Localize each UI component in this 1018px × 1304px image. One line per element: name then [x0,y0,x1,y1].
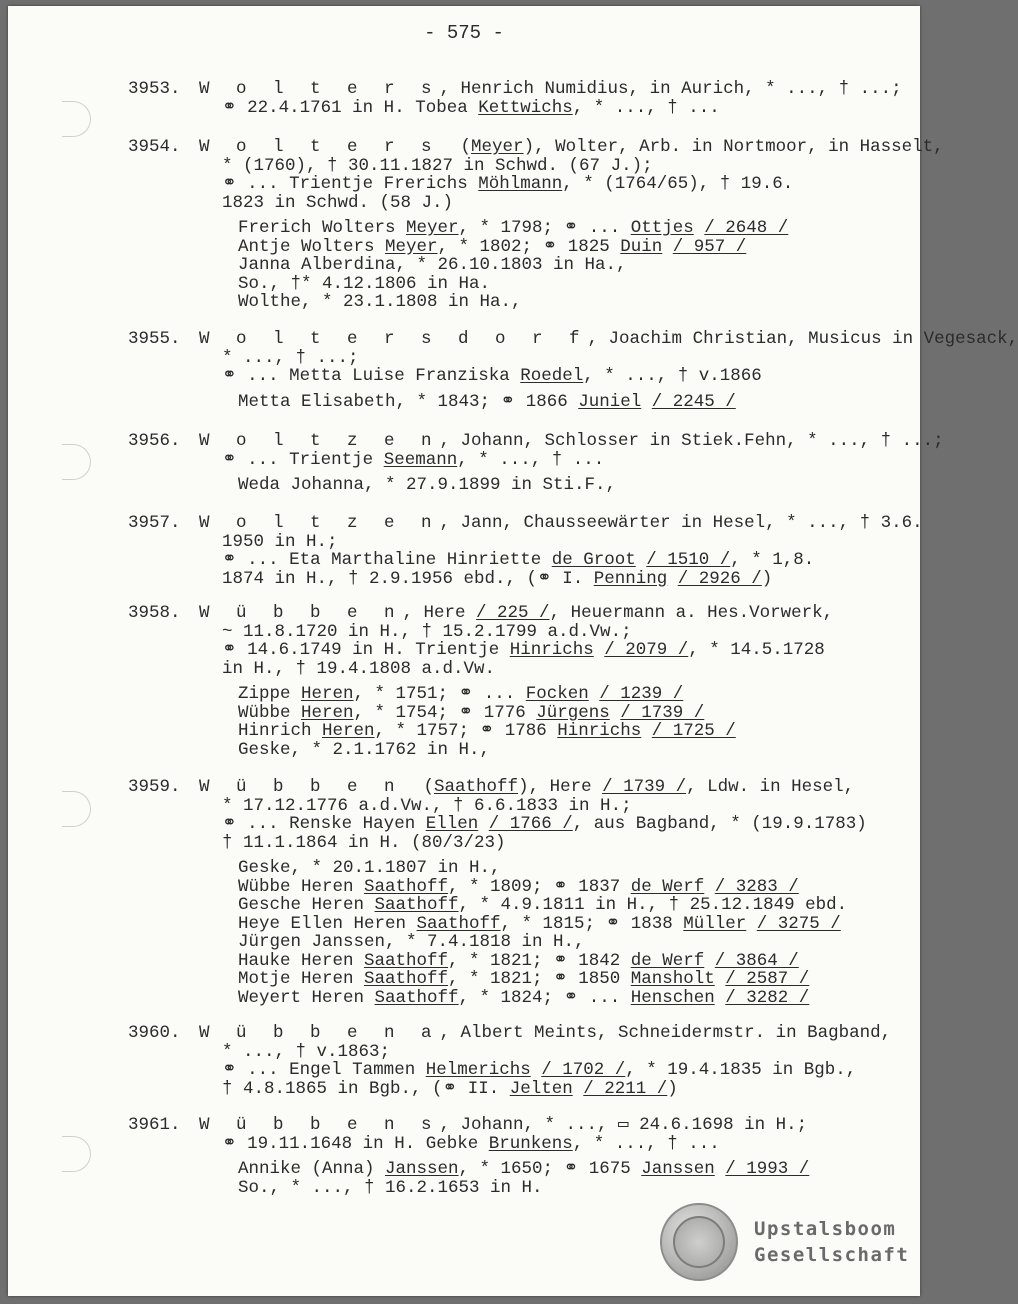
underlined-reference: / 1510 / [646,550,731,570]
entry-3959 [128,778,908,1007]
entry-3953 [128,80,908,117]
text-run [715,969,726,989]
entry-line [128,570,908,589]
entry-surname: W o l t z e n [199,431,440,451]
entry-line [128,623,908,642]
entry-line [128,778,908,797]
text-run: ⚭ ... Engel Tammen [222,1060,426,1080]
text-run: , Joachim Christian, Musicus in Vegesack, [587,329,1018,349]
children-list [238,476,908,495]
child-line [238,952,908,971]
text-run: , * (1764/65), † 19.6. [562,174,794,194]
text-run: , * 1824; ⚭ ... [458,987,631,1008]
underlined-reference: / 2211 / [583,1078,668,1099]
text-run [641,721,652,741]
underlined-reference: Möhlmann [478,174,563,194]
underlined-reference: Heren [301,702,354,723]
entry-line [128,99,908,118]
entry-number: 3955. [128,329,181,349]
entry-surname: W ü b b e n [199,603,403,623]
text-run: Metta Elisabeth, * 1843; ⚭ 1866 [238,391,579,412]
underlined-reference: Helmerichs [425,1060,531,1080]
text-run: , * 1821; ⚭ 1842 [448,950,631,971]
child-line [238,256,908,275]
text-run: ⚭ ... Renske Hayen [222,814,426,834]
text-run: , * 1650; ⚭ 1675 [458,1159,642,1179]
underlined-reference: Ellen [425,814,479,834]
entry-surname: W o l t e r s [199,79,440,99]
entry-number: 3960. [128,1023,181,1043]
underlined-reference: Juniel [578,391,642,412]
logo-text [754,1216,909,1268]
underlined-reference: Saathoff [416,913,501,934]
underlined-reference: / 3864 / [714,950,799,971]
entry-number: 3958. [128,603,181,623]
text-run [704,951,715,971]
underlined-reference: / 1702 / [541,1060,626,1080]
text-run: Motje Heren [238,969,365,989]
text-run: , Here [402,603,477,623]
text-run: Heye Ellen Heren [238,913,417,934]
entry-line [128,194,908,213]
text-run: , * 4.9.1811 in H., † 25.12.1849 ebd. [458,895,848,915]
underlined-reference: Saathoff [364,876,449,897]
entry-line [128,137,944,157]
punch-hole [62,1136,91,1172]
underlined-reference: / 1993 / [725,1159,810,1179]
entry-line [128,329,1018,349]
text-run: * ..., † ...; [222,347,359,368]
underlined-reference: Meyer [385,236,438,257]
punch-hole [62,101,91,137]
text-run [662,237,673,257]
entry-line [128,641,908,660]
underlined-reference: Jelten [509,1078,573,1099]
text-run: ) [761,568,773,589]
entry-line [128,1024,908,1043]
seal-emblem-icon [660,1203,738,1281]
entry-surname: W o l t e r s d o r f [199,329,588,349]
underlined-reference: / 2245 / [651,391,736,412]
logo-line-1: Upstalsboom [754,1218,897,1240]
entry-line [128,815,908,834]
children-list [238,1160,908,1197]
underlined-reference: Ottjes [630,218,694,238]
text-run [667,569,678,589]
underlined-reference: / 957 / [672,236,747,257]
text-run: † 11.1.1864 in H. (80/3/23) [222,832,506,853]
text-run: Hauke Heren [238,950,365,971]
text-run: , Heuermann a. Hes.Vorwerk, [549,603,834,623]
text-run: ⚭ 19.11.1648 in H. Gebke [222,1133,489,1154]
child-line [238,219,908,238]
text-run [694,218,705,238]
underlined-reference: Duin [620,236,663,257]
underlined-reference: Saathoff [364,950,449,971]
underlined-reference: / 3283 / [714,876,799,897]
underlined-reference: / 1725 / [651,721,736,741]
entry-3960 [128,1024,908,1098]
underlined-reference: Jürgens [536,702,610,723]
entry-line [128,367,908,386]
text-run: ), Wolter, Arb. in Nortmoor, in Hasselt, [523,137,944,157]
page-number: - 575 - [424,22,504,44]
text-run: Jürgen Janssen, * 7.4.1818 in H., [238,932,585,952]
text-run: Weda Johanna, * 27.9.1899 in Sti.F., [238,475,617,495]
text-run: Geske, * 20.1.1807 in H., [238,858,501,878]
text-run: ), Here [518,777,603,797]
child-line [238,741,908,760]
child-line [238,685,908,704]
text-run: , * 1751; ⚭ ... [353,684,526,704]
text-run [746,914,757,934]
text-run: Janna Alberdina, * 26.10.1803 in Ha., [238,255,627,275]
child-line [238,859,908,878]
text-run: * (1760), † 30.11.1827 in Schwd. (67 J.); [222,155,653,176]
text-run: , aus Bagband, * (19.9.1783) [572,814,867,834]
underlined-reference: / 1766 / [488,814,573,834]
text-run: , * 1798; ⚭ ... [458,218,631,238]
text-run: , * 1815; ⚭ 1838 [500,913,684,934]
text-run: ⚭ 14.6.1749 in H. Trientje [222,640,510,660]
text-run [531,1060,542,1080]
text-run: , * ..., † ... [572,1133,720,1154]
entry-line [128,551,908,570]
children-list [238,859,908,1007]
text-run: , * 1802; ⚭ 1825 [437,236,621,257]
underlined-reference: / 2079 / [604,640,689,660]
text-run: ⚭ ... Trientje [222,449,384,470]
child-line [238,989,908,1008]
child-line [238,393,908,412]
entry-line [128,834,908,853]
child-line [238,915,908,934]
underlined-reference: Saathoff [364,969,449,989]
text-run: , * 1754; ⚭ 1776 [353,702,537,723]
text-run: , * ..., † ... [572,97,720,118]
entry-3954 [128,137,944,312]
entry-line [128,513,923,533]
underlined-reference: Brunkens [488,1133,573,1154]
entry-line [128,533,908,552]
text-run: * ..., † v.1863; [222,1041,391,1062]
text-run: in H., † 19.4.1808 a.d.Vw. [222,658,496,679]
text-run: ⚭ 22.4.1761 in H. Tobea [222,97,479,118]
entry-line [128,157,908,176]
underlined-reference: de Werf [630,876,705,897]
text-run [573,1079,584,1099]
child-line [238,704,908,723]
text-run: , Henrich Numidius, in Aurich, * ..., † ...; [439,79,902,99]
entry-3957 [128,513,923,589]
text-run: ~ 11.8.1720 in H., † 15.2.1799 a.d.Vw.; [222,621,632,642]
entry-line [128,1061,908,1080]
entry-number: 3961. [128,1115,181,1135]
underlined-reference: Saathoff [434,777,519,797]
entry-line [128,1043,908,1062]
text-run: ( [439,137,472,157]
text-run: 1874 in H., † 2.9.1956 ebd., (⚭ I. [222,568,594,589]
text-run [594,640,605,660]
underlined-reference: Henschen [630,987,715,1008]
child-line [238,293,908,312]
text-run: Frerich Wolters [238,218,407,238]
text-run: , * 14.5.1728 [688,640,825,660]
entry-line [128,1135,908,1154]
society-logo [660,1203,909,1281]
text-run: , * ..., † ... [457,449,605,470]
underlined-reference: Focken [525,684,589,704]
text-run: , Johann, Schlosser in Stiek.Fehn, * ..., † ...; [439,431,944,451]
text-run: ⚭ ... Trientje Frerichs [222,174,479,194]
entry-surname: W o l t e r s [199,137,440,157]
text-run: So., †* 4.12.1806 in Ha. [238,273,491,294]
text-run: Antje Wolters [238,236,386,257]
text-run: , Johann, * ..., ▭ 24.6.1698 in H.; [439,1115,808,1135]
underlined-reference: / 2587 / [725,969,810,989]
entry-line [128,1116,908,1135]
underlined-reference: / 2926 / [677,568,762,589]
child-line [238,722,908,741]
child-line [238,238,908,257]
text-run [641,392,652,412]
entry-3961 [128,1116,908,1197]
entry-surname: W ü b b e n a [199,1023,440,1043]
underlined-reference: / 1739 / [620,702,705,723]
underlined-reference: Müller [683,913,747,934]
underlined-reference: / 1739 / [602,777,687,797]
text-run [704,877,715,897]
text-run: 1950 in H.; [222,531,338,552]
text-run: Hinrich [238,721,323,741]
text-run: † 4.8.1865 in Bgb., (⚭ II. [222,1078,510,1099]
underlined-reference: Meyer [471,137,524,157]
children-list [238,219,908,312]
text-run: 1823 in Schwd. (58 J.) [222,192,454,213]
entry-line [128,451,908,470]
text-run: Wübbe Heren [238,876,365,897]
text-run: , * 1809; ⚭ 1837 [448,876,631,897]
underlined-reference: Roedel [520,366,584,386]
text-run [715,1159,726,1179]
text-run: Gesche Heren [238,895,375,915]
text-run: , Albert Meints, Schneidermstr. in Bagband, [439,1023,892,1043]
underlined-reference: de Groot [551,550,636,570]
text-run: , * 1,8. [730,550,815,570]
entry-surname: W ü b b e n [199,777,403,797]
underlined-reference: Hinrichs [509,640,594,660]
punch-hole [62,791,91,827]
entry-line [128,604,908,623]
text-run: , * ..., † v.1866 [583,366,762,386]
text-run: ⚭ ... Eta Marthaline Hinriette [222,550,552,570]
text-run: Geske, * 2.1.1762 in H., [238,739,491,760]
entry-line [128,175,908,194]
entry-surname: W ü b b e n s [199,1115,440,1135]
underlined-reference: Kettwichs [478,97,573,118]
entry-3956 [128,431,944,495]
text-run: , * 19.4.1835 in Bgb., [625,1060,857,1080]
underlined-reference: Seemann [383,449,458,470]
entry-line [128,349,908,368]
child-line [238,896,908,915]
entry-line [128,797,908,816]
punch-hole [62,444,91,480]
entry-number: 3959. [128,777,181,797]
text-run: ( [402,777,435,797]
text-run: ) [667,1078,678,1099]
underlined-reference: Janssen [641,1159,715,1179]
underlined-reference: Hinrichs [557,721,642,741]
underlined-reference: / 3282 / [725,987,810,1008]
entry-number: 3956. [128,431,181,451]
entry-number: 3953. [128,79,181,99]
entry-number: 3957. [128,513,181,533]
text-run: Weyert Heren [238,987,375,1008]
text-run [478,814,489,834]
document-page [8,6,1018,1296]
child-line [238,933,908,952]
underlined-reference: Penning [593,568,668,589]
entry-3955 [128,329,1018,412]
child-line [238,1179,908,1198]
child-line [238,275,908,294]
text-run: , Ldw. in Hesel, [686,777,855,797]
underlined-reference: Meyer [406,218,459,238]
underlined-reference: Heren [322,721,375,741]
entry-surname: W o l t z e n [199,513,440,533]
text-run: , Jann, Chausseewärter in Hesel, * ..., † 3.6. [439,513,923,533]
text-run [589,684,600,704]
text-run: Wolthe, * 23.1.1808 in Ha., [238,292,522,312]
entry-line [128,660,908,679]
text-run: , * 1821; ⚭ 1850 [448,969,631,989]
text-run: ⚭ ... Metta Luise Franziska [222,366,521,386]
text-run: Annike (Anna) [238,1159,386,1179]
child-line [238,1160,908,1179]
text-run: , * 1757; ⚭ 1786 [374,721,558,741]
underlined-reference: / 1239 / [599,684,684,704]
children-list [238,685,908,759]
underlined-reference: / 2648 / [704,218,789,238]
text-run: * 17.12.1776 a.d.Vw., † 6.6.1833 in H.; [222,795,632,816]
underlined-reference: de Werf [630,950,705,971]
text-run [715,988,726,1008]
entry-line [128,431,944,451]
entry-number: 3954. [128,137,181,157]
logo-line-2: Gesellschaft [754,1244,910,1266]
child-line [238,970,908,989]
underlined-reference: Saathoff [374,895,459,915]
text-run: So., * ..., † 16.2.1653 in H. [238,1177,543,1198]
child-line [238,476,908,495]
text-run: Zippe [238,684,302,704]
underlined-reference: Mansholt [630,969,715,989]
underlined-reference: Saathoff [374,987,459,1008]
underlined-reference: Janssen [385,1159,459,1179]
text-run: Wübbe [238,702,302,723]
underlined-reference: Heren [301,684,354,704]
children-list [238,393,908,412]
entry-line [128,80,908,99]
underlined-reference: / 225 / [476,603,550,623]
text-run [610,703,621,723]
text-run [636,550,647,570]
entry-line [128,1080,908,1099]
child-line [238,878,908,897]
underlined-reference: / 3275 / [756,913,841,934]
entry-3958 [128,604,908,759]
